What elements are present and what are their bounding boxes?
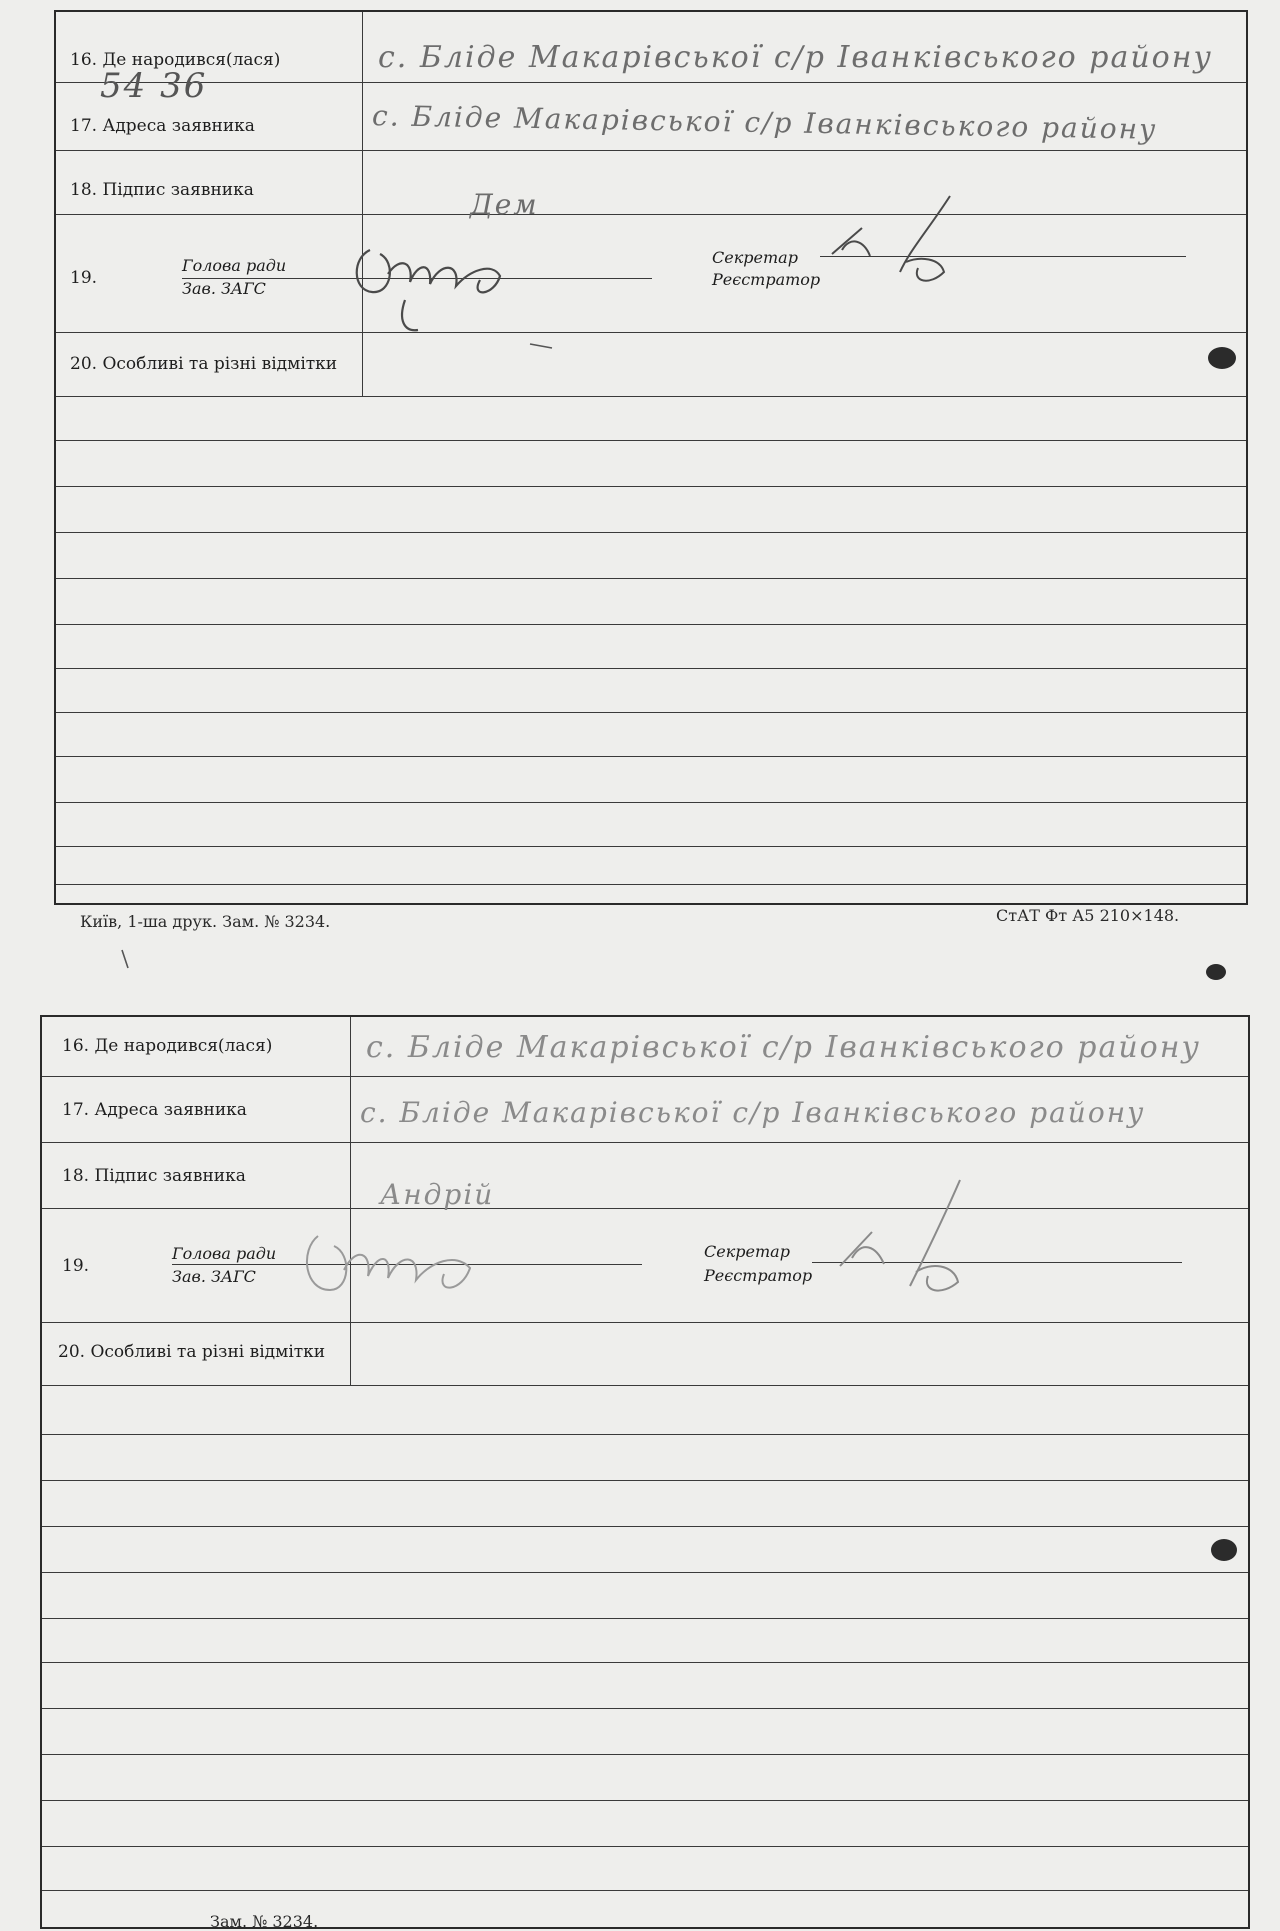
blank-line bbox=[56, 440, 1246, 441]
registrar-label: Реєстратор bbox=[704, 1266, 813, 1285]
rule bbox=[42, 1076, 1248, 1077]
signature-line bbox=[820, 256, 1186, 257]
signature-line bbox=[172, 1264, 642, 1265]
printer-imprint: Зам. № 3234. bbox=[210, 1912, 319, 1931]
address-handwritten: с. Бліде Макарівської с/р Іванківського району bbox=[371, 99, 1158, 146]
blank-line bbox=[56, 578, 1246, 579]
blank-line bbox=[42, 1526, 1248, 1527]
label-column-divider bbox=[362, 12, 363, 396]
blank-line bbox=[42, 1890, 1248, 1891]
rule bbox=[42, 1385, 1248, 1386]
address-handwritten: с. Бліде Макарівської с/р Іванківського району bbox=[360, 1096, 1146, 1129]
secretary-label: Секретар bbox=[704, 1242, 790, 1261]
blank-line bbox=[56, 846, 1246, 847]
row-17-label: 17. Адреса заявника bbox=[62, 1100, 247, 1120]
row-20-label: 20. Особливі та різні відмітки bbox=[70, 354, 338, 374]
applicant-signature-handwritten: Андрій bbox=[380, 1178, 495, 1211]
margin-note: 54 36 bbox=[100, 66, 208, 106]
birthplace-handwritten: с. Бліде Макарівської с/р Іванківського району bbox=[378, 40, 1213, 75]
row-19-label: 19. bbox=[62, 1256, 90, 1276]
row-16-label: 16. Де народився(лася) bbox=[70, 50, 281, 70]
blank-line bbox=[42, 1662, 1248, 1663]
form-code: СтАТ Фт А5 210×148. bbox=[996, 906, 1180, 925]
printer-imprint: Київ, 1-ша друк. Зам. № 3234. bbox=[80, 912, 331, 931]
blank-line bbox=[56, 532, 1246, 533]
row-18-label: 18. Підпис заявника bbox=[62, 1166, 246, 1186]
spacer bbox=[362, 214, 363, 332]
blank-line bbox=[56, 712, 1246, 713]
row-16-label: 16. Де народився(лася) bbox=[62, 1036, 273, 1056]
rule bbox=[56, 82, 1246, 83]
rule bbox=[42, 1322, 1248, 1323]
blank-line bbox=[56, 486, 1246, 487]
row-17-label: 17. Адреса заявника bbox=[70, 116, 255, 136]
rule bbox=[56, 396, 1246, 397]
rule bbox=[56, 150, 1246, 151]
row-18-label: 18. Підпис заявника bbox=[70, 180, 254, 200]
applicant-signature-handwritten: Дем bbox=[470, 188, 539, 221]
signature-line bbox=[812, 1262, 1182, 1263]
registration-form-bottom bbox=[40, 1015, 1250, 1929]
secretary-label: Секретар bbox=[712, 248, 798, 267]
blank-line bbox=[56, 884, 1246, 885]
blank-line bbox=[42, 1846, 1248, 1847]
row-19-label: 19. bbox=[70, 268, 98, 288]
blank-line bbox=[56, 756, 1246, 757]
head-of-council-label: Голова ради bbox=[182, 256, 287, 275]
registry-head-label: Зав. ЗАГС bbox=[172, 1267, 256, 1286]
registrar-label: Реєстратор bbox=[712, 270, 821, 289]
row-20-label: 20. Особливі та різні відмітки bbox=[58, 1342, 326, 1362]
blank-line bbox=[42, 1708, 1248, 1709]
rule bbox=[42, 1142, 1248, 1143]
head-of-council-label: Голова ради bbox=[172, 1244, 277, 1263]
blank-line bbox=[56, 668, 1246, 669]
blank-line bbox=[42, 1434, 1248, 1435]
blank-line bbox=[42, 1572, 1248, 1573]
rule bbox=[56, 332, 1246, 333]
blank-line bbox=[42, 1618, 1248, 1619]
blank-line bbox=[42, 1800, 1248, 1801]
signature-line bbox=[182, 278, 652, 279]
rule bbox=[42, 1208, 1248, 1209]
label-column-divider bbox=[350, 1017, 351, 1385]
blank-line bbox=[56, 802, 1246, 803]
blank-line bbox=[42, 1754, 1248, 1755]
blank-line bbox=[42, 1480, 1248, 1481]
birthplace-handwritten: с. Бліде Макарівської с/р Іванківського району bbox=[366, 1030, 1201, 1065]
registry-head-label: Зав. ЗАГС bbox=[182, 279, 266, 298]
rule bbox=[56, 214, 1246, 215]
blank-line bbox=[56, 624, 1246, 625]
